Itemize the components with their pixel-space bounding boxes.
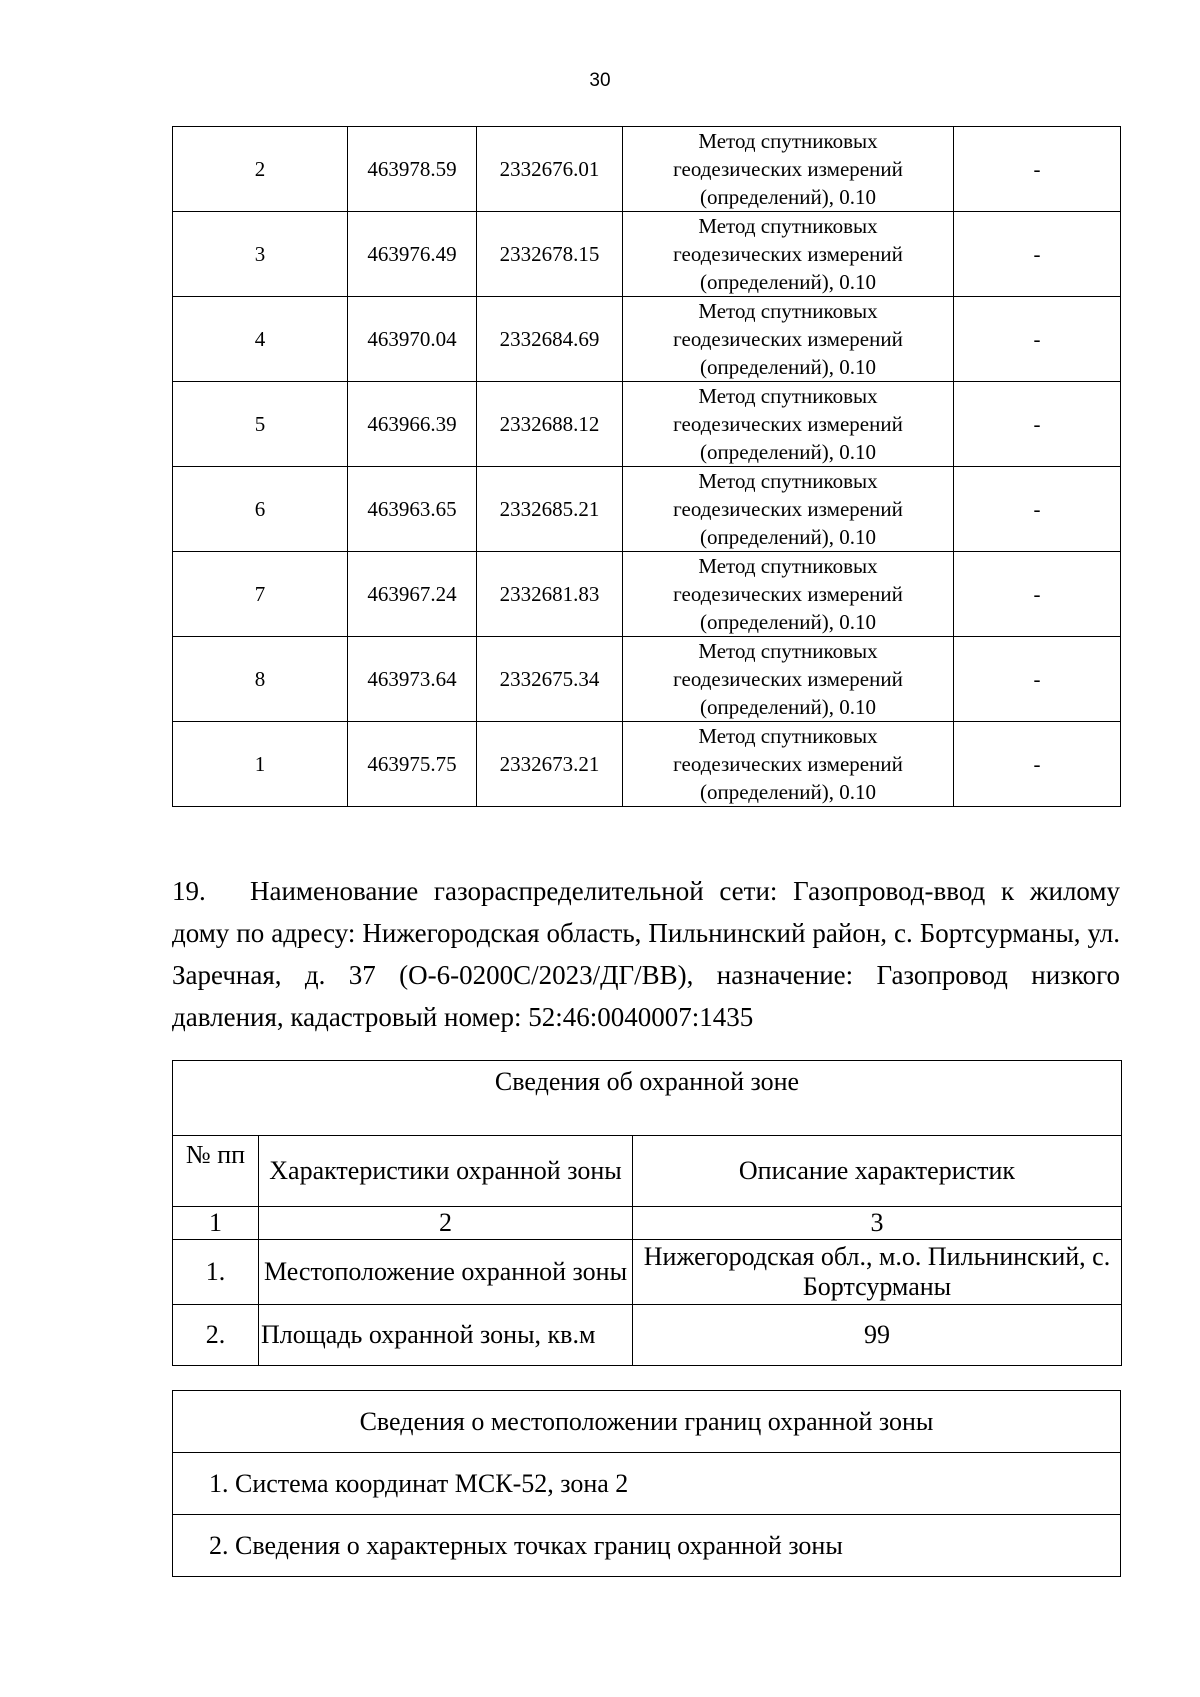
coord-x: 463978.59 [348, 127, 477, 212]
index-cell: 2 [259, 1207, 633, 1240]
coord-x: 463966.39 [348, 382, 477, 467]
header-description: Описание характеристик [633, 1136, 1122, 1207]
description-cell: 99 [633, 1305, 1122, 1366]
point-number: 7 [173, 552, 348, 637]
point-number: 2 [173, 127, 348, 212]
table-row [173, 382, 1121, 467]
point-number: 1 [173, 722, 348, 807]
coord-y: 2332675.34 [477, 637, 623, 722]
description-cell: Нижегородская обл., м.о. Пильнинский, с. Бортсурманы [633, 1240, 1122, 1305]
table-row [173, 127, 1121, 212]
characteristic-cell: Площадь охранной зоны, кв.м [259, 1305, 633, 1366]
characteristic-cell: Местоположение охранной зоны [259, 1240, 633, 1305]
method-cell: Метод спутниковых геодезических измерений (определений), 0.10 [623, 212, 954, 297]
method-cell: Метод спутниковых геодезических измерений (определений), 0.10 [623, 382, 954, 467]
coord-x: 463967.24 [348, 552, 477, 637]
table-row [173, 467, 1121, 552]
note-cell: - [954, 637, 1121, 722]
zone-table-title: Сведения об охранной зоне [173, 1061, 1122, 1136]
coord-x: 463963.65 [348, 467, 477, 552]
table-title-row [173, 1061, 1122, 1136]
header-characteristic: Характеристики охранной зоны [259, 1136, 633, 1207]
note-cell: - [954, 722, 1121, 807]
coordinates-table [172, 126, 1121, 807]
row-number: 1. [173, 1240, 259, 1305]
point-number: 4 [173, 297, 348, 382]
table-row [173, 212, 1121, 297]
coord-y: 2332685.21 [477, 467, 623, 552]
table-row [173, 1515, 1121, 1577]
section-text: Наименование газораспределительной сети: Газопровод-ввод к жилому дому по адресу: Нижегородская область, Пильнинский район, с. Бортсурманы, ул. Заречная, д. 37 (О-6-0200С/2023/ДГ/ВВ), назначение: Газопровод низкого давления, кадастровый номер: 52:46:0040007:1435 [172, 876, 1120, 1032]
boundary-info-table [172, 1390, 1121, 1577]
coord-y: 2332684.69 [477, 297, 623, 382]
coord-y: 2332673.21 [477, 722, 623, 807]
method-cell: Метод спутниковых геодезических измерений (определений), 0.10 [623, 467, 954, 552]
header-number: № пп [173, 1136, 259, 1207]
coord-y: 2332688.12 [477, 382, 623, 467]
note-cell: - [954, 127, 1121, 212]
bounds-item: 2. Сведения о характерных точках границ охранной зоны [173, 1515, 1121, 1577]
index-cell: 1 [173, 1207, 259, 1240]
table-title-row [173, 1391, 1121, 1453]
section-number: 19. [172, 876, 206, 906]
table-row [173, 1453, 1121, 1515]
method-cell: Метод спутниковых геодезических измерений (определений), 0.10 [623, 637, 954, 722]
note-cell: - [954, 552, 1121, 637]
section-paragraph [172, 870, 1120, 1038]
bounds-item: 1. Система координат МСК-52, зона 2 [173, 1453, 1121, 1515]
table-header-row [173, 1136, 1122, 1207]
bounds-table-title: Сведения о местоположении границ охранной зоны [173, 1391, 1121, 1453]
point-number: 3 [173, 212, 348, 297]
table-row [173, 1305, 1122, 1366]
point-number: 6 [173, 467, 348, 552]
table-row [173, 297, 1121, 382]
table-row [173, 1240, 1122, 1305]
method-cell: Метод спутниковых геодезических измерений (определений), 0.10 [623, 297, 954, 382]
coord-x: 463976.49 [348, 212, 477, 297]
coord-y: 2332676.01 [477, 127, 623, 212]
note-cell: - [954, 382, 1121, 467]
note-cell: - [954, 467, 1121, 552]
coord-x: 463970.04 [348, 297, 477, 382]
note-cell: - [954, 297, 1121, 382]
method-cell: Метод спутниковых геодезических измерений (определений), 0.10 [623, 722, 954, 807]
coord-y: 2332678.15 [477, 212, 623, 297]
coord-y: 2332681.83 [477, 552, 623, 637]
table-row [173, 637, 1121, 722]
coord-x: 463973.64 [348, 637, 477, 722]
table-row [173, 552, 1121, 637]
page-number: 30 [589, 70, 611, 91]
point-number: 5 [173, 382, 348, 467]
method-cell: Метод спутниковых геодезических измерений (определений), 0.10 [623, 127, 954, 212]
row-number: 2. [173, 1305, 259, 1366]
note-cell: - [954, 212, 1121, 297]
method-cell: Метод спутниковых геодезических измерений (определений), 0.10 [623, 552, 954, 637]
point-number: 8 [173, 637, 348, 722]
coord-x: 463975.75 [348, 722, 477, 807]
index-cell: 3 [633, 1207, 1122, 1240]
table-index-row [173, 1207, 1122, 1240]
protection-zone-table [172, 1060, 1122, 1366]
table-row [173, 722, 1121, 807]
